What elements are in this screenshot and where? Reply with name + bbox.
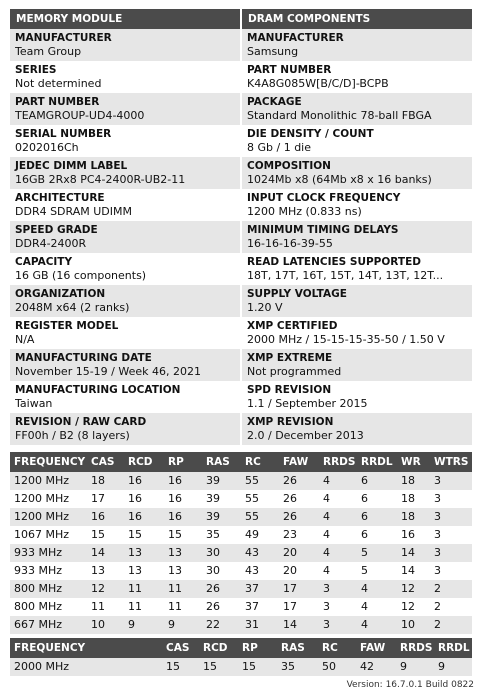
xmp-timings-table xyxy=(10,638,472,676)
module-part-number-value: TEAMGROUP-UD4-4000 xyxy=(15,109,145,122)
timing-cell-cas: 13 xyxy=(87,562,124,580)
timing-row xyxy=(10,490,472,508)
module-serial-number-label: SERIAL NUMBER xyxy=(15,128,112,140)
timing-cell-wtrs: 3 xyxy=(430,562,472,580)
dram-spd-revision-label: SPD REVISION xyxy=(247,384,332,396)
timing-header-frequency: FREQUENCY xyxy=(10,452,87,472)
timing-cell-frequency: 1200 MHz xyxy=(10,472,87,490)
dram-minimum-timing-delays-value: 16-16-16-39-55 xyxy=(247,237,333,250)
module-part-number-row xyxy=(10,93,240,125)
timing-cell-cas: 17 xyxy=(87,490,124,508)
timing-cell-cas: 16 xyxy=(87,508,124,526)
timing-cell-frequency: 933 MHz xyxy=(10,544,87,562)
timing-cell-rrdl: 6 xyxy=(357,472,397,490)
timing-header-rrdl: RRDL xyxy=(357,452,397,472)
dram-spd-revision-value: 1.1 / September 2015 xyxy=(247,397,368,410)
xmp-cell-ras: 35 xyxy=(277,658,318,676)
dram-spd-revision-row xyxy=(242,381,472,413)
xmp-header-faw: FAW xyxy=(356,638,396,658)
dram-xmp-extreme-value: Not programmed xyxy=(247,365,342,378)
timing-cell-rrdl: 5 xyxy=(357,544,397,562)
xmp-header-rc: RC xyxy=(318,638,356,658)
timing-cell-faw: 26 xyxy=(279,508,319,526)
timing-cell-faw: 17 xyxy=(279,580,319,598)
module-serial-number-value: 0202016Ch xyxy=(15,141,79,154)
module-serial-number-row xyxy=(10,125,240,157)
dram-part-number-label: PART NUMBER xyxy=(247,64,332,76)
timing-cell-rc: 37 xyxy=(241,598,279,616)
timing-header-rc: RC xyxy=(241,452,279,472)
timing-row xyxy=(10,544,472,562)
timing-cell-faw: 23 xyxy=(279,526,319,544)
timing-cell-rp: 15 xyxy=(164,526,202,544)
timing-cell-rrds: 4 xyxy=(319,490,357,508)
timing-cell-ras: 30 xyxy=(202,544,241,562)
timing-cell-rcd: 13 xyxy=(124,562,164,580)
module-organization-label: ORGANIZATION xyxy=(15,288,106,300)
timing-header-rrds: RRDS xyxy=(319,452,357,472)
memory-module-column xyxy=(10,29,240,445)
dram-composition-label: COMPOSITION xyxy=(247,160,331,172)
xmp-cell-rcd: 15 xyxy=(199,658,238,676)
xmp-header-ras: RAS xyxy=(277,638,318,658)
timing-cell-frequency: 667 MHz xyxy=(10,616,87,634)
xmp-row xyxy=(10,658,472,676)
timing-cell-ras: 22 xyxy=(202,616,241,634)
timing-cell-rrdl: 6 xyxy=(357,526,397,544)
timing-cell-faw: 14 xyxy=(279,616,319,634)
timing-cell-ras: 26 xyxy=(202,598,241,616)
module-organization-value: 2048M x64 (2 ranks) xyxy=(15,301,130,314)
timing-cell-rc: 49 xyxy=(241,526,279,544)
timing-cell-rp: 11 xyxy=(164,598,202,616)
timing-cell-rc: 55 xyxy=(241,490,279,508)
timing-cell-cas: 11 xyxy=(87,598,124,616)
timing-row xyxy=(10,616,472,634)
timing-header-rcd: RCD xyxy=(124,452,164,472)
timing-cell-rc: 55 xyxy=(241,508,279,526)
dram-part-number-value: K4A8G085W[B/C/D]-BCPB xyxy=(247,77,389,90)
timing-cell-rrdl: 5 xyxy=(357,562,397,580)
timing-cell-wtrs: 2 xyxy=(430,616,472,634)
timing-cell-ras: 39 xyxy=(202,490,241,508)
timing-cell-frequency: 1200 MHz xyxy=(10,508,87,526)
timing-cell-faw: 17 xyxy=(279,598,319,616)
timing-cell-rcd: 11 xyxy=(124,598,164,616)
xmp-header-cas: CAS xyxy=(162,638,199,658)
timing-cell-ras: 35 xyxy=(202,526,241,544)
timing-cell-rrdl: 6 xyxy=(357,508,397,526)
timing-row xyxy=(10,508,472,526)
module-manufacturing-location-row xyxy=(10,381,240,413)
timing-cell-wtrs: 3 xyxy=(430,526,472,544)
timing-cell-rrds: 4 xyxy=(319,472,357,490)
dram-xmp-extreme-row xyxy=(242,349,472,381)
dram-input-clock-frequency-label: INPUT CLOCK FREQUENCY xyxy=(247,192,401,204)
timing-header-rp: RP xyxy=(164,452,202,472)
timings-table xyxy=(10,452,472,634)
timing-cell-rp: 16 xyxy=(164,508,202,526)
memory-module-header: MEMORY MODULE xyxy=(10,9,240,29)
timing-cell-frequency: 933 MHz xyxy=(10,562,87,580)
module-jedec-dimm-label-row xyxy=(10,157,240,189)
module-revision-raw-card-value: FF00h / B2 (8 layers) xyxy=(15,429,130,442)
module-jedec-dimm-label-label: JEDEC DIMM LABEL xyxy=(15,160,128,172)
xmp-cell-rc: 50 xyxy=(318,658,356,676)
dram-minimum-timing-delays-row xyxy=(242,221,472,253)
timing-cell-frequency: 1200 MHz xyxy=(10,490,87,508)
module-manufacturing-date-label: MANUFACTURING DATE xyxy=(15,352,152,364)
timing-cell-wtrs: 3 xyxy=(430,544,472,562)
timing-cell-rp: 9 xyxy=(164,616,202,634)
timing-cell-rc: 55 xyxy=(241,472,279,490)
timing-cell-rrdl: 6 xyxy=(357,490,397,508)
timing-cell-ras: 39 xyxy=(202,508,241,526)
xmp-header-rcd: RCD xyxy=(199,638,238,658)
timing-row xyxy=(10,526,472,544)
dram-composition-value: 1024Mb x8 (64Mb x8 x 16 banks) xyxy=(247,173,432,186)
dram-xmp-certified-row xyxy=(242,317,472,349)
dram-read-latencies-supported-row xyxy=(242,253,472,285)
timing-cell-wr: 14 xyxy=(397,544,430,562)
timing-cell-rrds: 3 xyxy=(319,580,357,598)
dram-xmp-revision-value: 2.0 / December 2013 xyxy=(247,429,364,442)
xmp-header-frequency: FREQUENCY xyxy=(10,638,162,658)
timing-cell-rcd: 16 xyxy=(124,490,164,508)
xmp-cell-cas: 15 xyxy=(162,658,199,676)
timing-cell-wr: 16 xyxy=(397,526,430,544)
timing-cell-wr: 10 xyxy=(397,616,430,634)
module-revision-raw-card-label: REVISION / RAW CARD xyxy=(15,416,147,428)
dram-components-header: DRAM COMPONENTS xyxy=(242,9,472,29)
timing-cell-rrds: 4 xyxy=(319,544,357,562)
timing-cell-cas: 12 xyxy=(87,580,124,598)
xmp-header-rrds: RRDS xyxy=(396,638,434,658)
timing-cell-ras: 26 xyxy=(202,580,241,598)
timing-cell-frequency: 1067 MHz xyxy=(10,526,87,544)
module-series-row xyxy=(10,61,240,93)
timing-cell-rrds: 4 xyxy=(319,508,357,526)
timing-row xyxy=(10,598,472,616)
dram-xmp-certified-label: XMP CERTIFIED xyxy=(247,320,338,332)
timing-cell-rp: 11 xyxy=(164,580,202,598)
module-part-number-label: PART NUMBER xyxy=(15,96,100,108)
timing-cell-rrdl: 4 xyxy=(357,598,397,616)
dram-minimum-timing-delays-label: MINIMUM TIMING DELAYS xyxy=(247,224,399,236)
dram-xmp-revision-label: XMP REVISION xyxy=(247,416,334,428)
timing-cell-cas: 15 xyxy=(87,526,124,544)
dram-input-clock-frequency-value: 1200 MHz (0.833 ns) xyxy=(247,205,362,218)
timing-cell-rrdl: 4 xyxy=(357,616,397,634)
timing-cell-wr: 14 xyxy=(397,562,430,580)
dram-die-density-count-value: 8 Gb / 1 die xyxy=(247,141,312,154)
timing-cell-rrds: 3 xyxy=(319,616,357,634)
module-manufacturing-location-value: Taiwan xyxy=(15,397,53,410)
module-architecture-row xyxy=(10,189,240,221)
dram-supply-voltage-row xyxy=(242,285,472,317)
dram-xmp-revision-row xyxy=(242,413,472,445)
xmp-header-rp: RP xyxy=(238,638,277,658)
timing-header-wtrs: WTRS xyxy=(430,452,472,472)
timing-cell-wr: 18 xyxy=(397,472,430,490)
module-revision-raw-card-row xyxy=(10,413,240,445)
module-series-value: Not determined xyxy=(15,77,102,90)
module-manufacturer-row xyxy=(10,29,240,61)
xmp-cell-rrdl: 9 xyxy=(434,658,472,676)
module-manufacturing-date-row xyxy=(10,349,240,381)
timing-header-faw: FAW xyxy=(279,452,319,472)
timing-cell-rp: 16 xyxy=(164,490,202,508)
xmp-cell-frequency: 2000 MHz xyxy=(10,658,162,676)
dram-xmp-extreme-label: XMP EXTREME xyxy=(247,352,333,364)
timing-cell-faw: 20 xyxy=(279,544,319,562)
timing-cell-faw: 26 xyxy=(279,490,319,508)
dram-manufacturer-value: Samsung xyxy=(247,45,299,58)
version-label: Version: 16.7.0.1 Build 0822 xyxy=(346,680,474,690)
timing-cell-rc: 37 xyxy=(241,580,279,598)
timing-cell-rrds: 3 xyxy=(319,598,357,616)
module-speed-grade-row xyxy=(10,221,240,253)
dram-package-label: PACKAGE xyxy=(247,96,302,108)
timing-cell-wtrs: 2 xyxy=(430,580,472,598)
module-register-model-value: N/A xyxy=(15,333,35,346)
module-architecture-value: DDR4 SDRAM UDIMM xyxy=(15,205,132,218)
timing-header-ras: RAS xyxy=(202,452,241,472)
timing-cell-rc: 43 xyxy=(241,544,279,562)
dram-manufacturer-row xyxy=(242,29,472,61)
module-series-label: SERIES xyxy=(15,64,57,76)
timing-cell-rcd: 15 xyxy=(124,526,164,544)
module-organization-row xyxy=(10,285,240,317)
module-manufacturer-label: MANUFACTURER xyxy=(15,32,112,44)
dram-read-latencies-supported-value: 18T, 17T, 16T, 15T, 14T, 13T, 12T... xyxy=(247,269,444,282)
xmp-cell-faw: 42 xyxy=(356,658,396,676)
dram-xmp-certified-value: 2000 MHz / 15-15-15-35-50 / 1.50 V xyxy=(247,333,445,346)
timing-cell-rp: 16 xyxy=(164,472,202,490)
timing-cell-wr: 12 xyxy=(397,598,430,616)
timing-row xyxy=(10,580,472,598)
dram-components-column xyxy=(242,29,472,445)
timing-cell-cas: 10 xyxy=(87,616,124,634)
dram-supply-voltage-value: 1.20 V xyxy=(247,301,283,314)
timing-cell-rcd: 13 xyxy=(124,544,164,562)
timing-cell-rcd: 9 xyxy=(124,616,164,634)
timing-header-wr: WR xyxy=(397,452,430,472)
timing-cell-cas: 18 xyxy=(87,472,124,490)
timing-cell-rcd: 16 xyxy=(124,472,164,490)
timing-cell-rcd: 11 xyxy=(124,580,164,598)
module-architecture-label: ARCHITECTURE xyxy=(15,192,105,204)
module-capacity-label: CAPACITY xyxy=(15,256,73,268)
timing-row xyxy=(10,472,472,490)
timing-cell-wtrs: 2 xyxy=(430,598,472,616)
timing-cell-cas: 14 xyxy=(87,544,124,562)
timing-cell-wr: 12 xyxy=(397,580,430,598)
xmp-cell-rp: 15 xyxy=(238,658,277,676)
module-speed-grade-value: DDR4-2400R xyxy=(15,237,87,250)
module-register-model-label: REGISTER MODEL xyxy=(15,320,119,332)
xmp-header-rrdl: RRDL xyxy=(434,638,472,658)
timing-cell-rcd: 16 xyxy=(124,508,164,526)
module-capacity-value: 16 GB (16 components) xyxy=(15,269,147,282)
module-jedec-dimm-label-value: 16GB 2Rx8 PC4-2400R-UB2-11 xyxy=(15,173,186,186)
dram-supply-voltage-label: SUPPLY VOLTAGE xyxy=(247,288,347,300)
module-speed-grade-label: SPEED GRADE xyxy=(15,224,98,236)
timing-cell-faw: 20 xyxy=(279,562,319,580)
xmp-cell-rrds: 9 xyxy=(396,658,434,676)
dram-composition-row xyxy=(242,157,472,189)
timing-cell-ras: 30 xyxy=(202,562,241,580)
timing-cell-rrdl: 4 xyxy=(357,580,397,598)
timing-cell-rc: 31 xyxy=(241,616,279,634)
timing-cell-rrds: 4 xyxy=(319,526,357,544)
dram-package-value: Standard Monolithic 78-ball FBGA xyxy=(247,109,432,122)
dram-package-row xyxy=(242,93,472,125)
module-manufacturer-value: Team Group xyxy=(15,45,82,58)
timing-cell-frequency: 800 MHz xyxy=(10,580,87,598)
dram-input-clock-frequency-row xyxy=(242,189,472,221)
timing-cell-ras: 39 xyxy=(202,472,241,490)
dram-part-number-row xyxy=(242,61,472,93)
dram-die-density-count-row xyxy=(242,125,472,157)
dram-die-density-count-label: DIE DENSITY / COUNT xyxy=(247,128,374,140)
timing-cell-rp: 13 xyxy=(164,562,202,580)
timing-cell-rp: 13 xyxy=(164,544,202,562)
module-manufacturing-location-label: MANUFACTURING LOCATION xyxy=(15,384,181,396)
timing-cell-wtrs: 3 xyxy=(430,472,472,490)
module-manufacturing-date-value: November 15-19 / Week 46, 2021 xyxy=(15,365,202,378)
timing-cell-rrds: 4 xyxy=(319,562,357,580)
timing-cell-rc: 43 xyxy=(241,562,279,580)
timing-row xyxy=(10,562,472,580)
timing-cell-frequency: 800 MHz xyxy=(10,598,87,616)
timing-cell-wr: 18 xyxy=(397,490,430,508)
timing-cell-wtrs: 3 xyxy=(430,490,472,508)
module-register-model-row xyxy=(10,317,240,349)
timing-cell-wtrs: 3 xyxy=(430,508,472,526)
timing-cell-faw: 26 xyxy=(279,472,319,490)
timing-cell-wr: 18 xyxy=(397,508,430,526)
dram-read-latencies-supported-label: READ LATENCIES SUPPORTED xyxy=(247,256,421,268)
timing-header-cas: CAS xyxy=(87,452,124,472)
dram-manufacturer-label: MANUFACTURER xyxy=(247,32,344,44)
module-capacity-row xyxy=(10,253,240,285)
